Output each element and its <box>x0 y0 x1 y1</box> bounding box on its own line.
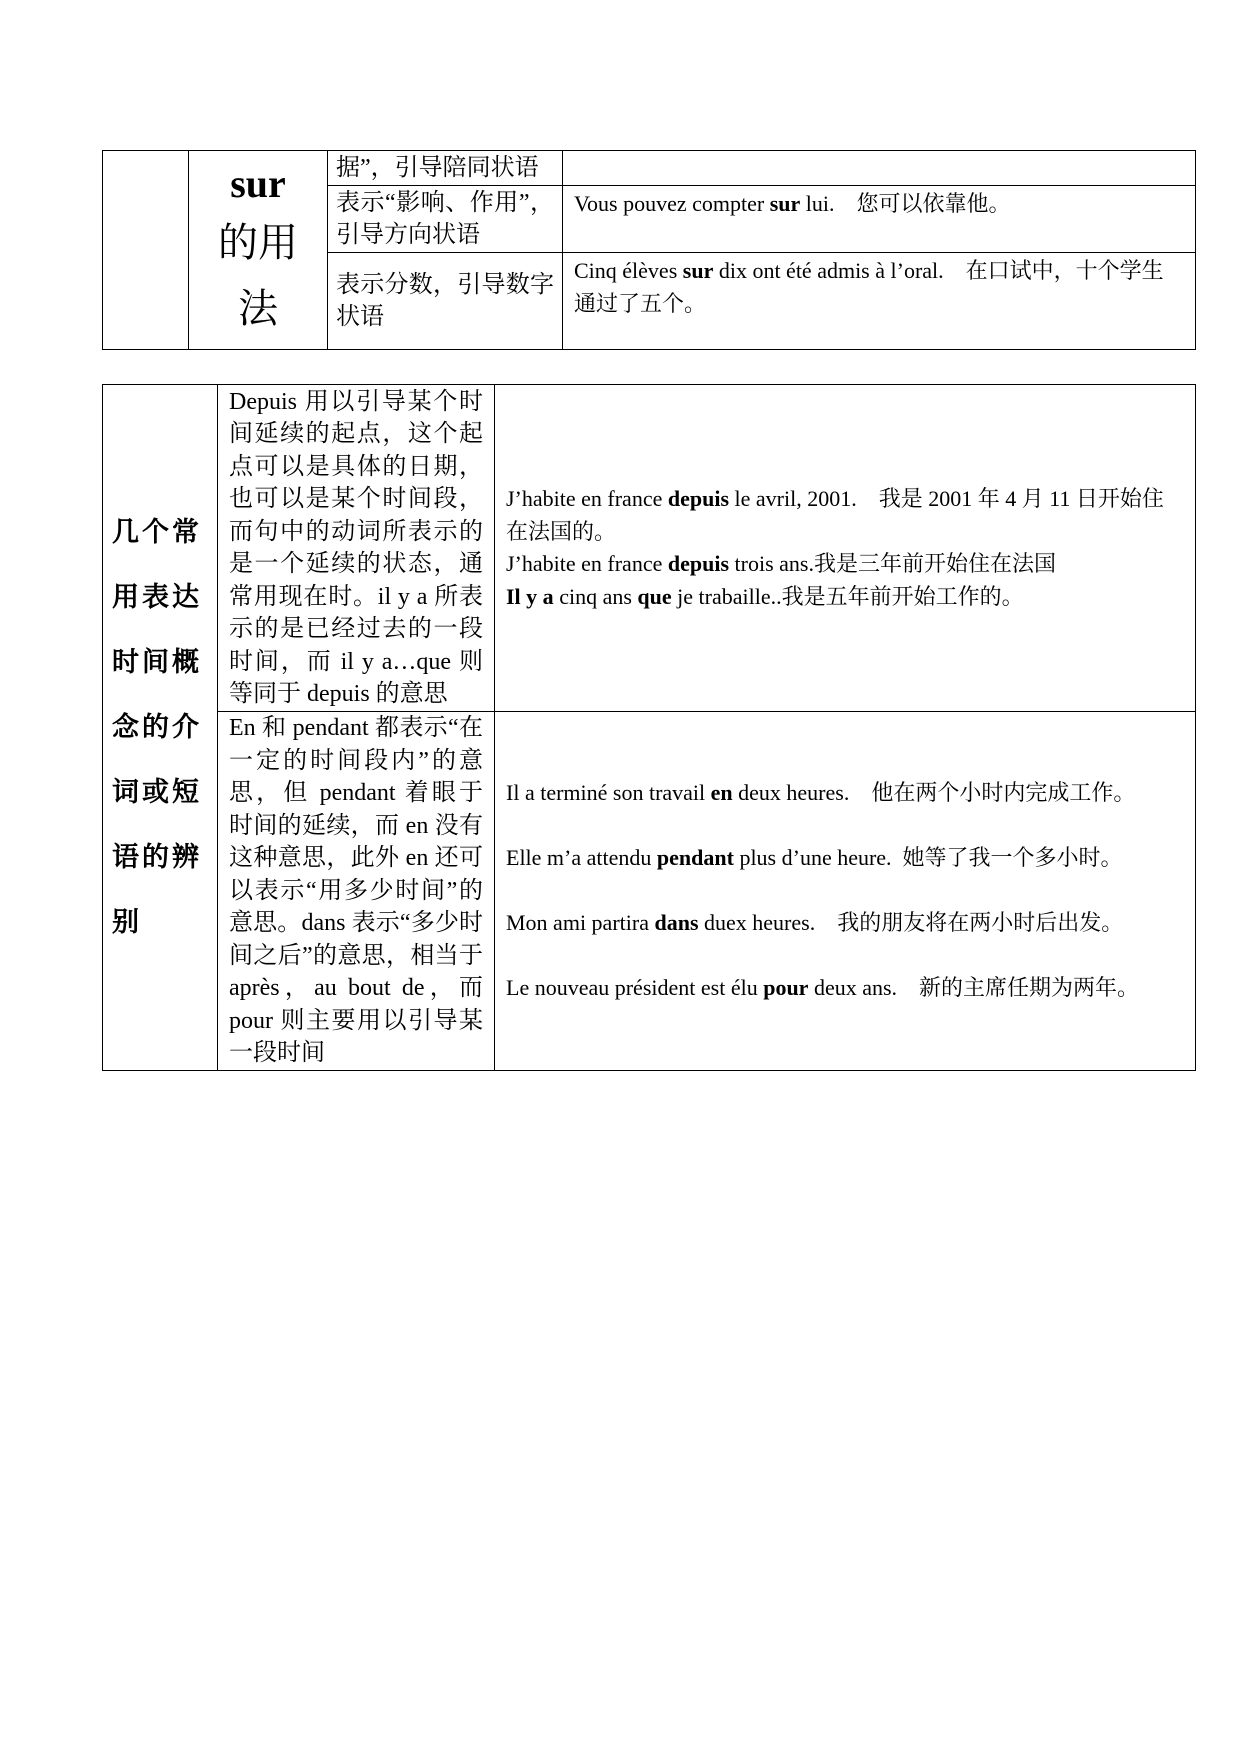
keyword-bold: en <box>710 780 733 806</box>
topic-label: 几个常用表达时间概念的介词或短语的辨别 <box>112 517 202 937</box>
example-sentence <box>506 483 1185 548</box>
keyword-bold: pour <box>763 975 809 1001</box>
example-sentence <box>574 188 1185 221</box>
keyword-bold: depuis <box>667 551 730 576</box>
sentence-text: duex heures. 我的朋友将在两小时后出发。 <box>698 910 1124 936</box>
keyword-bold: sur <box>769 191 801 216</box>
blank-cell <box>103 151 189 350</box>
sentence-text: Il a terminé son travail <box>506 780 711 806</box>
sentence-text: dix ont été admis à l’oral. 在口试中，十个学生通过了五个。 <box>574 258 1164 316</box>
sentence-text: cinq ans <box>553 583 638 609</box>
explanation-cell: Depuis 用以引导某个时间延续的起点，这个起点可以是具体的日期，也可以是某个时间段，而句中的动词所表示的是一个延续的状态，通常用现在时。il y a 所表示的是已经过去的一段时间，而 il y a…que 则等同于 depuis 的意思 <box>218 385 495 712</box>
keyword-bold: que <box>637 583 672 609</box>
usage-cell: 表示“影响、作用”，引导方向状语 <box>328 186 563 253</box>
topic-label-cell <box>103 385 218 1071</box>
table-row <box>103 151 1196 186</box>
keyword-bold: sur <box>682 258 714 283</box>
time-preposition-table <box>102 384 1196 1071</box>
sentence-text: deux ans. 新的主席任期为两年。 <box>808 975 1140 1001</box>
example-cell <box>563 151 1196 186</box>
sentence-text: le avril, 2001. 我是 2001 年 4 月 11 日开始住在法国的。 <box>506 486 1164 544</box>
example-sentence <box>506 777 1185 810</box>
example-sentence <box>506 907 1185 940</box>
example-cell <box>563 253 1196 350</box>
keyword-bold: Il y a <box>506 583 554 609</box>
usage-cell: 据”，引导陪同状语 <box>328 151 563 186</box>
keyword-bold: pendant <box>656 845 734 871</box>
sentence-text: Vous pouvez compter <box>574 191 770 216</box>
example-sentence <box>574 255 1185 320</box>
sentence-text: je trabaille..我是五年前开始工作的。 <box>671 583 1024 609</box>
keyword-bold: depuis <box>667 486 730 511</box>
example-sentence <box>506 972 1185 1005</box>
sentence-text: lui. 您可以依靠他。 <box>800 191 1011 216</box>
usage-cell: 表示分数，引导数字状语 <box>328 253 563 350</box>
heading-keyword: sur <box>230 161 286 206</box>
example-cell <box>563 186 1196 253</box>
heading-label: 的用法 <box>218 220 298 331</box>
sentence-text: plus d’une heure. 她等了我一个多小时。 <box>733 845 1123 871</box>
example-cell <box>495 385 1196 712</box>
table-row <box>103 712 1196 1071</box>
keyword-bold: dans <box>654 910 699 936</box>
example-sentence <box>506 842 1185 875</box>
sentence-text: Cinq élèves <box>574 258 683 283</box>
sentence-text: deux heures. 他在两个小时内完成工作。 <box>732 780 1136 806</box>
sur-heading-cell <box>189 151 328 350</box>
table-row <box>103 385 1196 712</box>
explanation-cell: En 和 pendant 都表示“在一定的时间段内”的意思，但 pendant 着眼于时间的延续，而 en 没有这种意思，此外 en 还可以表示“用多少时间”的意思。dans 表示“多少时间之后”的意思，相当于 après，au bout de，而 pour 则主要用以引导某一段时间 <box>218 712 495 1071</box>
sentence-text: trois ans.我是三年前开始住在法国 <box>729 551 1056 576</box>
example-cell <box>495 712 1196 1071</box>
sur-usage-table <box>102 150 1196 350</box>
sentence-text: Elle m’a attendu <box>506 845 657 871</box>
example-sentence <box>506 548 1185 581</box>
sentence-text: Le nouveau président est élu <box>506 975 764 1001</box>
sentence-text: J’habite en france <box>506 486 668 511</box>
sentence-text: J’habite en france <box>506 551 668 576</box>
sentence-text: Mon ami partira <box>506 910 655 936</box>
example-sentence <box>506 581 1185 614</box>
